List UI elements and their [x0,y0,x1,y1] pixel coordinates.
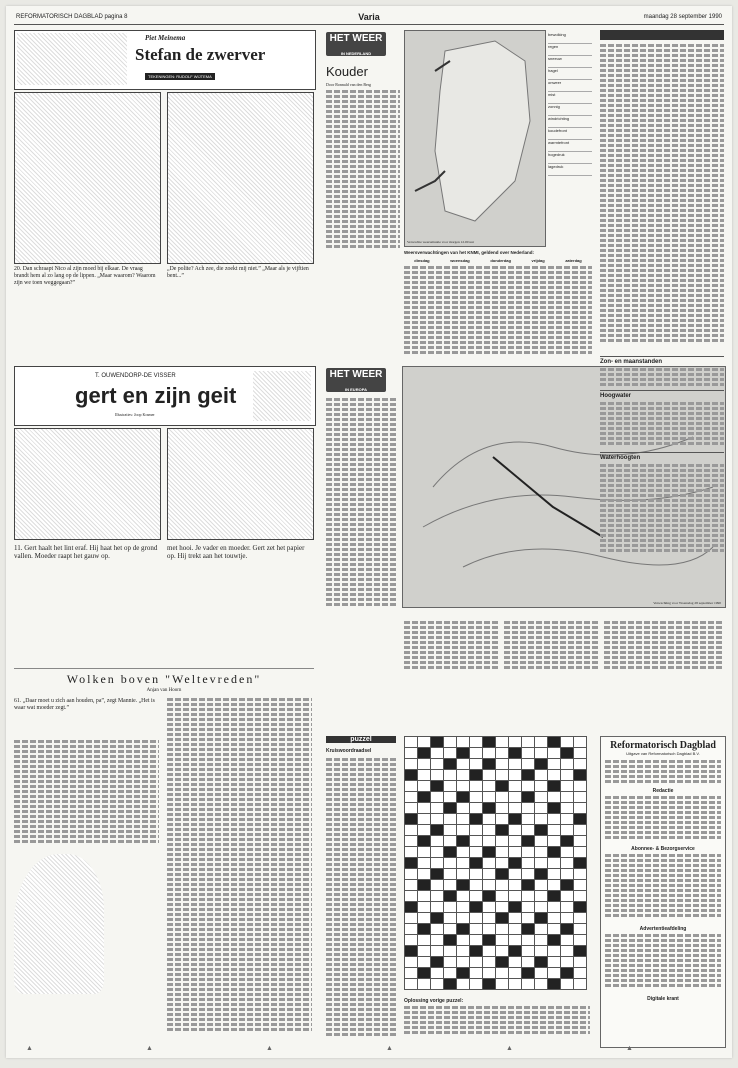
weather-netherlands [324,30,594,360]
comic-stefan-author: Piet Meinema [145,34,186,42]
weather-eu-logo [326,368,386,392]
serial-lead: 61. „Daar moet u zich aan houden, pa”, zegt Mannie. „Het is waar wat moeder zegt.” [14,698,155,711]
weather-eu-article [326,398,396,608]
weather-nl-table-days [404,258,592,263]
weather-col-1 [404,621,500,677]
crossword-solution-title: Oplossing vorige puzzel: [404,998,464,1004]
table-day: dinsdag [414,258,430,263]
legend-item: koudefront [548,128,592,140]
rd-box-web: Digitale krant [647,996,679,1002]
comic-gert-text-left: 11. Gert haalt het lint eraf. Hij haat het op de grond vallen. Moeder raapt het gauw op. [14,544,158,560]
tides-title: Hoogwater [600,390,724,399]
legend-item: hagel [548,68,592,80]
sun-moon-title: Zon- en maanstanden [600,356,724,365]
weather-eu-logo-text: HET WEER [329,369,383,380]
legend-item: hogedruk [548,152,592,164]
serial-author: Anjan van Hoorn [146,688,182,693]
rd-box-section-advertentie: Advertentieafdeling [639,926,687,932]
weather-continued [324,621,724,681]
rd-box-subtitle: Uitgave van Reformatorisch Dagblad B.V. [626,751,700,756]
rd-box-section-redactie: Redactie [652,788,674,794]
table-day: woensdag [450,258,470,263]
comic-gert-panel-left [14,428,161,540]
serial-story [14,668,316,1048]
weather-nl-logo [326,32,386,56]
rd-box-abonnee-text [605,854,721,924]
crossword-solution-text [404,1006,590,1038]
comic-gert-title: gert en zijn geit [75,383,237,408]
weather-nl-logo-text: HET WEER [329,33,383,44]
serial-title: Wolken boven "Weltevreden" [66,672,262,686]
legend-item: lagedruk [548,164,592,176]
masthead-paper-name: REFORMATORISCH DAGBLAD pagina 8 [16,14,128,20]
weather-nl-logo-subtitle: IN NEDERLAND [340,51,372,56]
serial-illustration [14,854,104,994]
water-text [600,464,724,564]
comic-gert-goat-drawing [253,371,311,421]
table-day: donderdag [490,258,511,263]
weather-eu-logo-subtitle: IN EUROPA [345,387,367,392]
comic-stefan-header [14,30,316,90]
rd-box-intro [605,760,721,786]
comic-stefan-title: Stefan de zwerver [135,45,266,64]
crossword-subtitle: Kruiswoordraadsel [326,748,372,754]
table-day: zaterdag [565,258,582,263]
comic-gert-author: T. OUWENDORP-DE VISSER [95,373,176,379]
tides-text [600,402,724,452]
legend-item: warmtefront [548,140,592,152]
temperatures-column [600,30,724,350]
crossword [324,736,594,1046]
weather-col-2 [504,621,600,677]
comic-gert [14,366,316,661]
comic-stefan-panel-right [167,92,314,264]
temperatures-header-bar [600,30,724,40]
weather-nl-forecast-text [404,266,592,356]
weather-nl-table-title: Weersverwachtingen van het KNMI, geldend over Nederland: [404,250,534,255]
legend-item: onweer [548,80,592,92]
weather-nl-byline: Door Ronnald van den Berg [326,82,372,87]
comic-gert-panel-right [167,428,314,540]
masthead [14,10,724,25]
comic-gert-text-right: met hooi. Je vader en moeder. Gert zet het papier op. Hij trekt aan het touwtje. [167,544,305,560]
legend-item: zonnig [548,104,592,116]
comic-gert-credit: Illustraties: Joop Kramer [115,412,155,417]
legend-item: regen [548,44,592,56]
newspaper-page [6,6,732,1058]
rd-box-section-abonnee: Abonnee- & Bezorgservice [631,846,695,852]
crossword-clues [326,758,396,1038]
serial-column-right [167,698,312,1038]
legend-item: bewolking [548,32,592,44]
weather-nl-map-caption: Verwachte weerssituatie voor morgen 12.00 uur [407,240,474,244]
sun-tide-column [600,356,724,586]
crossword-grid [404,736,587,990]
legend-item: windrichting [548,116,592,128]
comic-stefan-text-left: 20. Dan schraapt Nico al zijn moed bij elkaar. De vraag brandt hem al zo lang op de lippen. „Maar waarom? Waarom zijn we toen weggegaan?” [14,266,156,286]
weather-nl-article [326,90,400,250]
sun-moon-text [600,368,724,390]
weather-nl-map-svg [405,31,545,246]
weather-col-3 [604,621,722,677]
masthead-date: maandag 28 september 1990 [643,14,722,20]
weather-nl-headline: Kouder [326,64,368,79]
comic-stefan-text-right: „De polite? Ach zee, die zoekt mij niet.” „Maar als je vijftien bent...” [167,266,309,279]
serial-column-left [14,740,159,850]
legend-item: mist [548,92,592,104]
comic-stefan [14,30,316,360]
rd-info-box [600,736,726,1048]
water-title: Waterhoogten [600,452,724,461]
comic-stefan-panel-left [14,92,161,264]
print-registration-marks: ▲ ▲ ▲ ▲ ▲ ▲ [26,1044,633,1052]
comic-gert-header [14,366,316,426]
rd-box-advertentie-text [605,934,721,994]
crossword-title: puzzel [326,736,396,743]
table-day: vrijdag [531,258,545,263]
masthead-section: Varia [358,12,380,22]
comic-stefan-header-drawing [17,33,127,85]
temperatures-list [600,44,724,344]
weather-nl-legend [548,32,592,176]
legend-item: sneeuw [548,56,592,68]
rd-box-redactie-text [605,796,721,844]
weather-nl-map [404,30,546,247]
rd-box-title: Reformatorisch Dagblad [610,740,716,751]
comic-stefan-credit: TEKENINGEN: RUDOLF WIJTEMA [145,73,215,80]
weather-eu-map-caption: Verwachting voor Woensdag 28 september 1990 [653,601,721,605]
